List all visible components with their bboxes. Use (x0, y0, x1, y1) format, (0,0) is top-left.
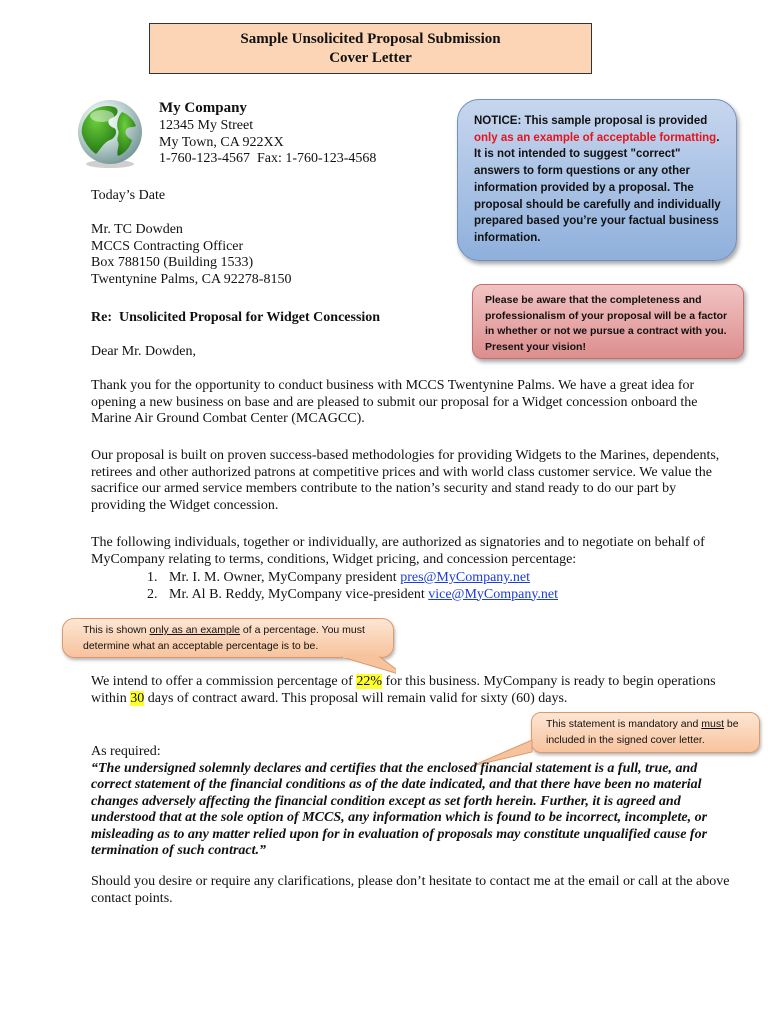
notice-box (457, 99, 737, 261)
as-required-label: As required: (91, 744, 161, 759)
company-address (159, 99, 376, 168)
letter-date: Today’s Date (91, 188, 166, 203)
mandatory-text-pre: This statement is mandatory and (546, 718, 702, 730)
paragraph-intro: Thank you for the opportunity to conduct business with MCCS Twentynine Palms. We have a great idea for opening a new business on base and are pleased to submit our proposal for a Widget concession onboard the Marine Air Ground Combat Center (MCAGCC). (91, 378, 698, 426)
paragraph-methodology: Our proposal is built on proven success-based methodologies for providing Widgets to the Marines, dependents, retirees and other authorized patrons at competitive prices and with world class customer service. We value the sacrifice our armed service members contribute to the nation’s security and stand ready to do our part by providing the Widget concession. (91, 448, 720, 513)
aware-note-text: Please be aware that the completeness and professionalism of your proposal will be a factor in whether or not we pursue a contract with you. Present your vision! (485, 294, 728, 353)
commission-text-a: We intend to offer a commission percentage of (91, 674, 357, 689)
notice-prefix: NOTICE: This sample proposal is provided (474, 115, 708, 127)
paragraph-signatories: The following individuals, together or individually, are authorized as signatories and to negotiate on behalf of MyCompany relating to terms, conditions, Widget pricing, and concession percentage: (91, 535, 705, 567)
globe-icon (76, 98, 144, 170)
recipient-name: Mr. TC Dowden (91, 222, 183, 237)
mandatory-text-post: be included in the signed cover letter. (546, 718, 739, 746)
recipient-box: Box 788150 (Building 1533) (91, 255, 254, 270)
title-line-1: Sample Unsolicited Proposal Submission (240, 31, 501, 47)
percentage-callout (62, 618, 396, 678)
callout-text-pre: This is shown (83, 624, 150, 636)
commission-days: 30 (130, 690, 145, 706)
notice-red-text: only as an example of acceptable formatting (474, 131, 717, 144)
mandatory-text-underline: must (701, 718, 725, 730)
paragraph-commission (91, 674, 731, 707)
list-item (147, 570, 558, 587)
signatory-text: Mr. I. M. Owner, MyCompany president (169, 570, 401, 585)
notice-suffix: . It is not intended to suggest "correct" answers to form questions or any other information provided by a proposal. The proposal should be carefully and individually prepared based you’re your factual business information. (474, 131, 721, 244)
commission-text-c: days of contract award. This proposal will remain valid for sixty (60) days. (144, 690, 568, 706)
list-item (147, 587, 558, 604)
signatory-list (147, 570, 558, 603)
recipient-title: MCCS Contracting Officer (91, 238, 244, 254)
callout-text-post: of a percentage. You must determine what an acceptable percentage is to be. (83, 624, 365, 652)
vice-president-email-link[interactable]: vice@MyCompany.net (428, 586, 559, 602)
declaration-text: “The undersigned solemnly declares and certifies that the enclosed financial statement is a full, true, and correct statement of the financial conditions as of the date indicated, and that there have been no material changes adversely affecting the financial condition except as set forth herein. Further, it is agreed and understood that at the sole option of MCCS, any information which is found to be incorrect, incomplete, or misleading as to any matter relied upon for in evaluation of proposals may constitute unqualified cause for termination of such contract.” (91, 760, 708, 858)
commission-text-b: for this business. MyCompany is ready to begin operations within (91, 674, 716, 706)
callout-text-underline: only as an example (149, 624, 241, 636)
paragraph-closing: Should you desire or require any clarifications, please don’t hesitate to contact me at the email or call at the above contact points. (91, 874, 730, 906)
callout-pointer (62, 618, 396, 678)
signatory-text: Mr. Al B. Reddy, MyCompany vice-president (169, 586, 429, 602)
title-line-2: Cover Letter (329, 50, 412, 66)
company-city: My Town, CA 922XX (159, 134, 284, 150)
president-email-link[interactable]: pres@MyCompany.net (400, 570, 531, 585)
company-name: My Company (159, 100, 247, 116)
recipient-city: Twentynine Palms, CA 92278-8150 (91, 271, 292, 287)
list-number: 1. (147, 570, 158, 585)
company-phone: 1-760-123-4567 Fax: 1-760-123-4568 (159, 151, 377, 166)
declaration-block (91, 744, 711, 860)
re-line: Re: Unsolicited Proposal for Widget Concession (91, 310, 381, 325)
title-box (149, 23, 592, 74)
list-number: 2. (147, 586, 158, 602)
aware-note-box (472, 284, 744, 359)
recipient-address (91, 222, 291, 288)
salutation: Dear Mr. Dowden, (91, 344, 196, 359)
company-street: 12345 My Street (159, 118, 254, 133)
commission-percentage: 22% (356, 674, 382, 689)
